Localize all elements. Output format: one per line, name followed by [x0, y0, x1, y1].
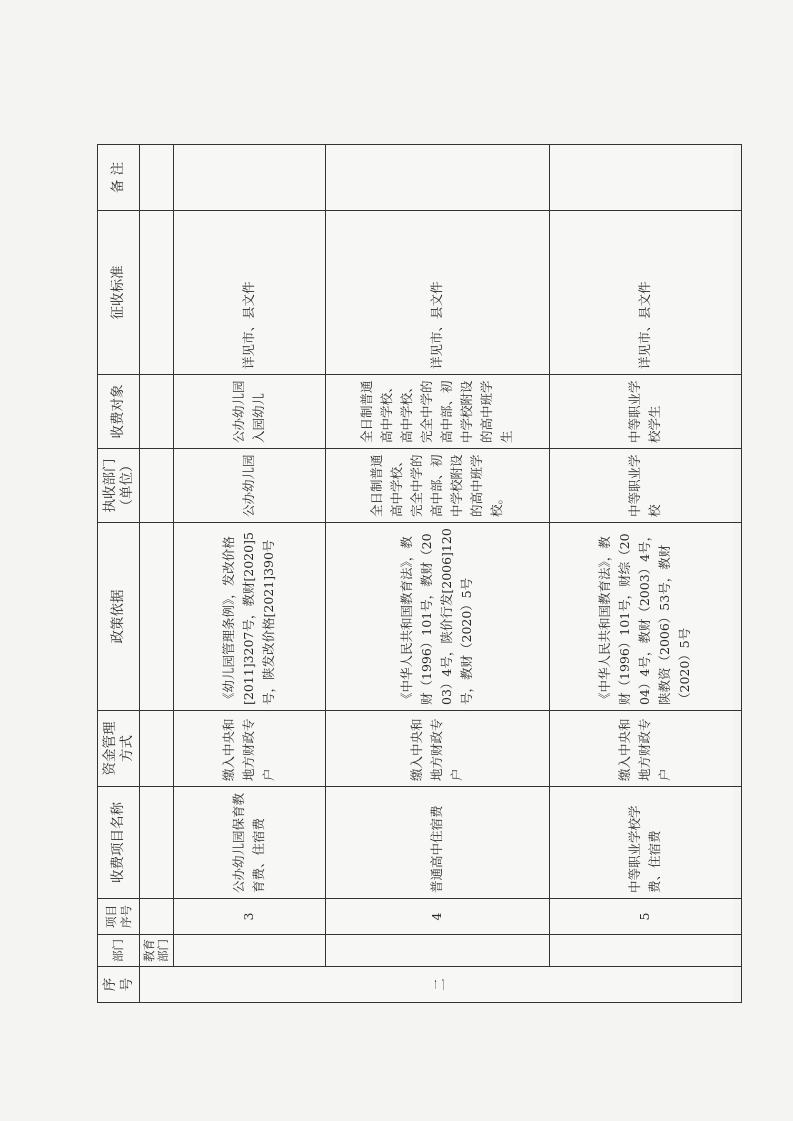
header-seq: 序号 [98, 967, 140, 1003]
header-standard: 征收标准 [98, 211, 140, 375]
collector: 公办幼儿园 [173, 449, 325, 523]
scanned-page [97, 145, 733, 1003]
header-item-seq: 项目序号 [98, 899, 140, 935]
target: 中等职业学校学生 [549, 375, 741, 449]
section-seq: 二 [140, 967, 742, 1003]
item-seq: 3 [173, 899, 325, 935]
policy: 《中华人民共和国教育法》，教财（1996）101号，财综（2004）4号，教财（2003）4号，陕教资（2006）53号，教财（2020）5号 [549, 523, 741, 711]
standard: 详见市、县文件 [173, 211, 325, 375]
fund-mgmt: 缴入中央和地方财政专户 [549, 711, 741, 787]
standard: 详见市、县文件 [549, 211, 741, 375]
item-name: 普通高中住宿费 [325, 787, 549, 899]
item-name: 中等职业学校学费、住宿费 [549, 787, 741, 899]
header-row [98, 145, 140, 1003]
header-item-name: 收费项目名称 [98, 787, 140, 899]
policy: 《幼儿园管理条例》，发改价格[2011]3207号，教财[2020]5号，陕发改价格[2021]390号 [173, 523, 325, 711]
collector: 中等职业学校 [549, 449, 741, 523]
fund-mgmt: 缴入中央和地方财政专户 [325, 711, 549, 787]
fee-table [97, 144, 742, 1003]
item-seq: 4 [325, 899, 549, 935]
table-row [173, 145, 325, 1003]
header-collector: 执收部门（单位） [98, 449, 140, 523]
remarks [549, 145, 741, 211]
standard: 详见市、县文件 [325, 211, 549, 375]
item-name: 公办幼儿园保育教育费、住宿费 [173, 787, 325, 899]
header-fund-mgmt: 资金管理方式 [98, 711, 140, 787]
rotated-table-wrapper [97, 145, 733, 1003]
fund-mgmt: 缴入中央和地方财政专户 [173, 711, 325, 787]
section-dept: 教育部门 [140, 935, 174, 967]
section-row [140, 145, 174, 1003]
header-remarks: 备 注 [98, 145, 140, 211]
remarks [325, 145, 549, 211]
collector: 全日制普通高中学校、完全中学的高中部、初中学校附设的高中班学校。 [325, 449, 549, 523]
table-row [549, 145, 741, 1003]
remarks [173, 145, 325, 211]
header-policy: 政策依据 [98, 523, 140, 711]
target: 公办幼儿园入园幼儿 [173, 375, 325, 449]
target: 全日制普通高中学校、高中学校、完全中学的高中部、初中学校附设的高中班学生 [325, 375, 549, 449]
policy: 《中华人民共和国教育法》，教财（1996）101号，教财（2003）4号，陕价行发[2006]120号，教财（2020）5号 [325, 523, 549, 711]
item-seq: 5 [549, 899, 741, 935]
table-row [325, 145, 549, 1003]
header-dept: 部门 [98, 935, 140, 967]
header-target: 收费对象 [98, 375, 140, 449]
